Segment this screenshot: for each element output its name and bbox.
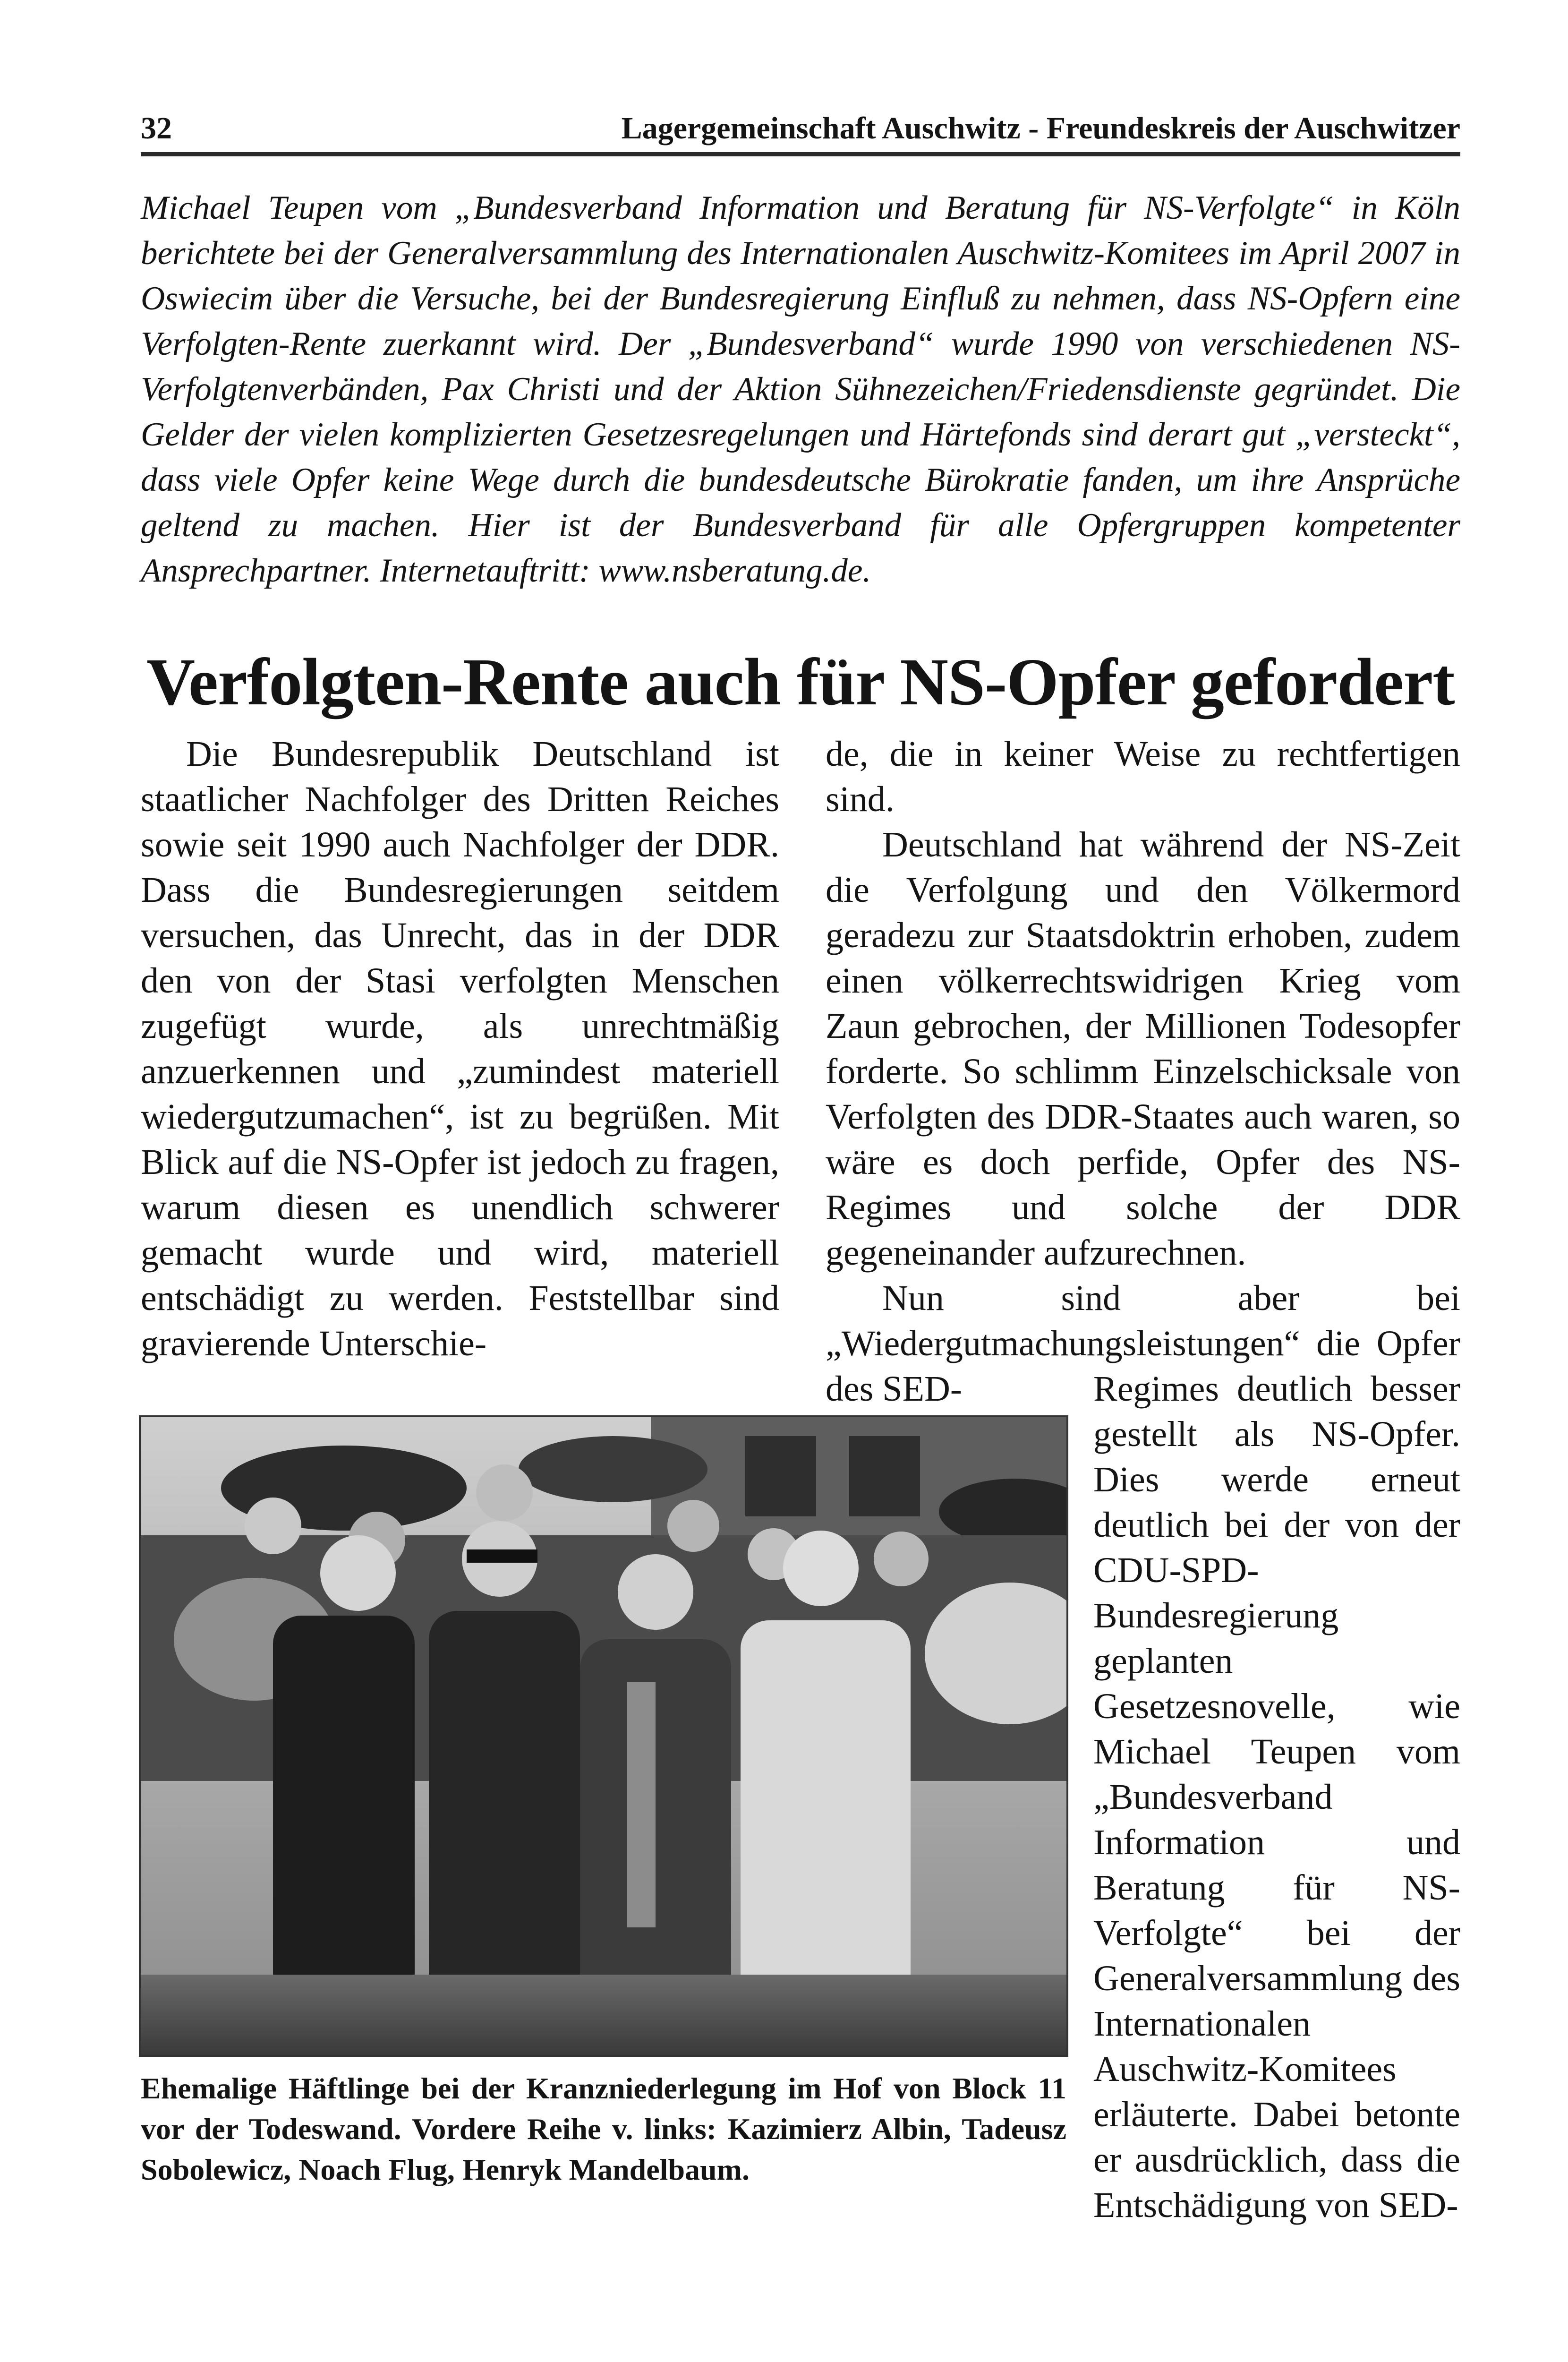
ceremony-photo bbox=[141, 1417, 1066, 2055]
article-column-left bbox=[141, 731, 779, 1366]
article-paragraph: Nun sind aber bei „Wiedergutmachungsleistungen“ die Opfer des SED- bbox=[826, 1278, 1460, 1409]
page-header bbox=[141, 105, 1460, 156]
page-number: 32 bbox=[141, 111, 172, 145]
photo-caption: Ehemalige Häftlinge bei der Kranzniederlegung im Hof von Block 11 vor der Todeswand. Vordere Reihe v. links: Kazimierz Albin, Tadeusz Sobolewicz, Noach Flug, Henryk Mandelbaum. bbox=[141, 2071, 1066, 2186]
photo-illustration bbox=[141, 1417, 1066, 2055]
intro-paragraph: Michael Teupen vom „Bundesverband Information und Beratung für NS-Verfolgte“ in Köln berichtete bei der Generalversammlung des Internationalen Auschwitz-Komitees im April 2007 in Oswiecim über die Versuche, bei der Bundesregierung Einfluß zu nehmen, dass NS-Opfern eine Verfolgten-Rente zuerkannt wird. Der „Bundesverband“ wurde 1990 von verschiedenen NS-Verfolgtenverbänden, Pax Christi und der Aktion Sühnezeichen/Friedensdienste gegründet. Die Gelder der vielen komplizierten Gesetzesregelungen und Härtefonds sind derart gut „versteckt“, dass viele Opfer keine Wege durch die bundesdeutsche Bürokratie fanden, um ihre Ansprüche geltend zu machen. Hier ist der Bundesverband für alle Opfergruppen kompetenter Ansprechpartner. Internetauftritt: www.nsberatung.de. bbox=[141, 189, 1460, 589]
article-paragraph: Die Bundesrepublik Deutschland ist staatlicher Nachfolger des Dritten Reiches sowie seit 1990 auch Nachfolger der DDR. Dass die Bundesregierungen seitdem versuchen, das Unrecht, das in der DDR den von der Stasi verfolgten Menschen zugefügt wurde, als unrechtmäßig anzuerkennen und „zumindest materiell wiedergutzumachen“, ist zu begrüßen. Mit Blick auf die NS-Opfer ist jedoch zu fragen, warum diesen es unendlich schwerer gemacht wurde und wird, materiell entschädigt zu werden. Feststellbar sind gravierende Unterschie- bbox=[141, 734, 779, 1363]
article-paragraph: Deutschland hat während der NS-Zeit die Verfolgung und den Völkermord geradezu zur Staatsdoktrin erhoben, zudem einen völkerrechtswidrigen Krieg vom Zaun gebrochen, der Millionen Todesopfer forderte. So schlimm Einzelschicksale von Verfolgten des DDR-Staates auch waren, so wäre es doch perfide, Opfer des NS-Regimes und solche der DDR gegeneinander aufzurechnen. bbox=[826, 825, 1460, 1273]
article-paragraph: de, die in keiner Weise zu rechtfertigen sind. bbox=[826, 734, 1460, 819]
article-column-narrow: Regimes deutlich besser gestellt als NS-Opfer. Dies werde erneut deutlich bei der von der CDU-SPD-Bundesregierung geplanten Gesetzesnovelle, wie Michael Teupen vom „Bundesverband Information und Beratung für NS-Verfolgte“ bei der Generalversammlung des Internationalen Auschwitz-Komitees erläuterte. Dabei betonte er ausdrücklich, dass die Entschädigung von SED- bbox=[1093, 1369, 1460, 2225]
running-title: Lagergemeinschaft Auschwitz - Freundeskreis der Auschwitzer bbox=[621, 111, 1460, 145]
article-headline: Verfolgten-Rente auch für NS-Opfer gefordert bbox=[146, 644, 1455, 719]
article-column-right bbox=[826, 731, 1460, 1412]
